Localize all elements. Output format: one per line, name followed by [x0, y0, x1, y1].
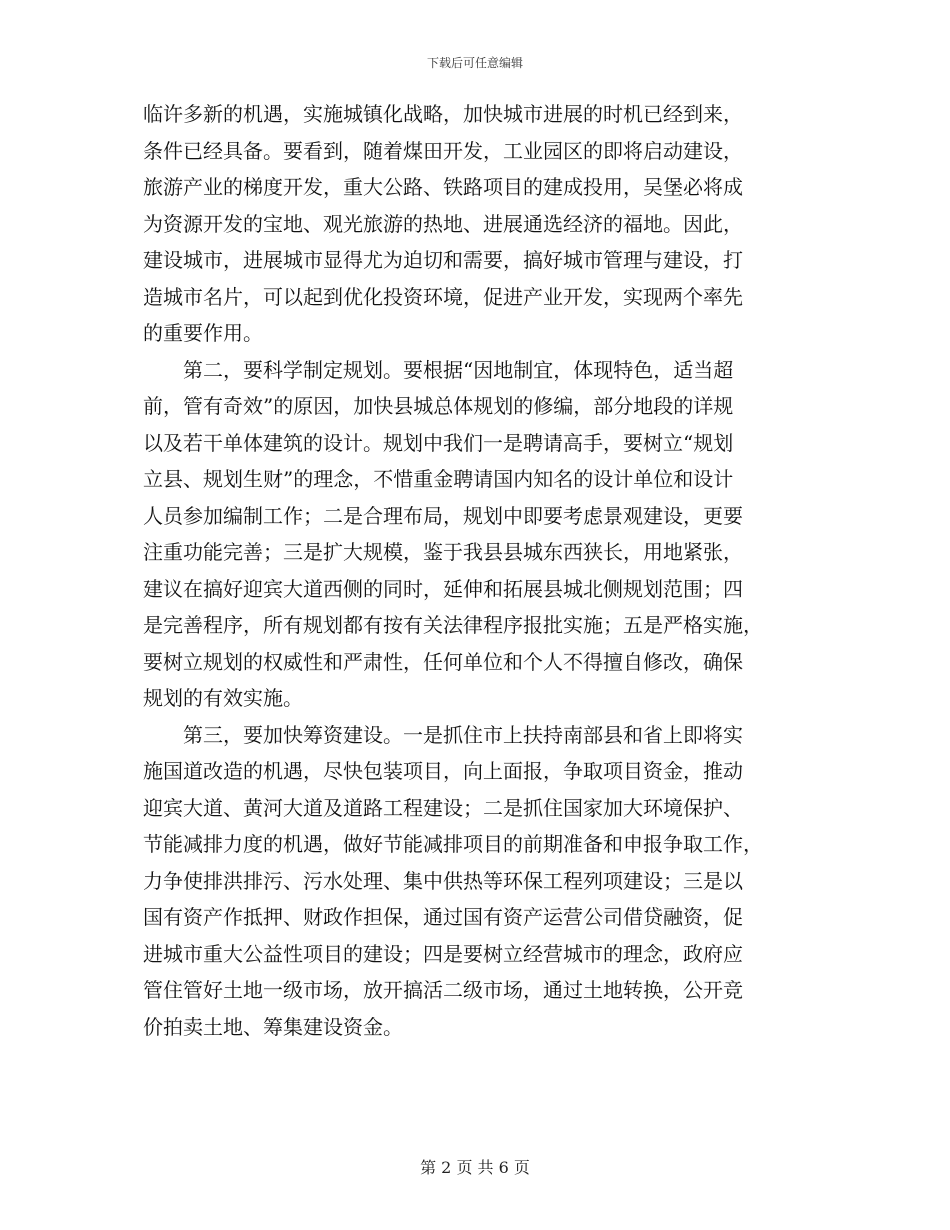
- text-line: 为资源开发的宝地、观光旅游的热地、进展通选经济的福地。因此，: [143, 211, 743, 236]
- text-line: 以及若干单体建筑的设计。规划中我们一是聘请高手，要树立“规划: [143, 430, 734, 455]
- text-line: 立县、规划生财”的理念，不惜重金聘请国内知名的设计单位和设计: [143, 467, 734, 491]
- text-line: 国有资产作抵押、财政作担保，通过国有资产运营公司借贷融资，促: [143, 905, 743, 929]
- text-line: 施国道改造的机遇，尽快包装项目，向上面报，争取项目资金，推动: [143, 759, 743, 783]
- text-line: 迎宾大道、黄河大道及道路工程建设；二是抓住国家加大环境保护、: [143, 795, 743, 820]
- text-line: 力争使排洪排污、污水处理、集中供热等环保工程列项建设；三是以: [143, 868, 743, 893]
- text-line: 进城市重大公益性项目的建设；四是要树立经营城市的理念，政府应: [143, 941, 743, 966]
- text-line: 条件已经具备。要看到，随着煤田开发，工业园区的即将启动建设，: [143, 138, 743, 163]
- text-line: 第二，要科学制定规划。要根据“因地制宜，体现特色，适当超: [143, 357, 734, 382]
- text-line: 是完善程序，所有规划都有按有关法律程序报批实施；五是严格实施，: [143, 613, 763, 637]
- text-line: 人员参加编制工作；二是合理布局，规划中即要考虑景观建设，更要: [143, 503, 743, 528]
- document-body: [143, 104, 823, 1053]
- text-line: 旅游产业的梯度开发，重大公路、铁路项目的建成投用，吴堡必将成: [143, 175, 743, 199]
- text-line: 管住管好土地一级市场，放开搞活二级市场，通过土地转换，公开竞: [143, 978, 743, 1002]
- text-line: 建议在搞好迎宾大道西侧的同时，延伸和拓展县城北侧规划范围；四: [143, 576, 743, 601]
- page-header: 下载后可任意编辑: [426, 56, 523, 70]
- text-line: 节能减排力度的机遇，做好节能减排项目的前期准备和申报争取工作，: [143, 832, 763, 856]
- text-line: 临许多新的机遇，实施城镇化战略，加快城市进展的时机已经到来，: [143, 102, 743, 126]
- text-line: 建设城市，进展城市显得尤为迫切和需要，搞好城市管理与建设，打: [143, 248, 743, 272]
- text-line: 规划的有效实施。: [143, 686, 303, 710]
- text-line: 的重要作用。: [143, 321, 263, 345]
- page-number: 第 2 页 共 6 页: [420, 1158, 530, 1177]
- text-line: 要树立规划的权威性和严肃性，任何单位和个人不得擅自修改，确保: [143, 649, 743, 674]
- text-line: 前，管有奇效”的原因，加快县城总体规划的修编，部分地段的详规: [143, 394, 734, 418]
- text-line: 注重功能完善；三是扩大规模，鉴于我县县城东西狭长，用地紧张，: [143, 540, 743, 564]
- text-line: 造城市名片，可以起到优化投资环境，促进产业开发，实现两个率先: [143, 284, 743, 309]
- text-line: 价拍卖土地、筹集建设资金。: [143, 1014, 403, 1039]
- text-line: 第三，要加快筹资建设。一是抓住市上扶持南部县和省上即将实: [143, 722, 743, 747]
